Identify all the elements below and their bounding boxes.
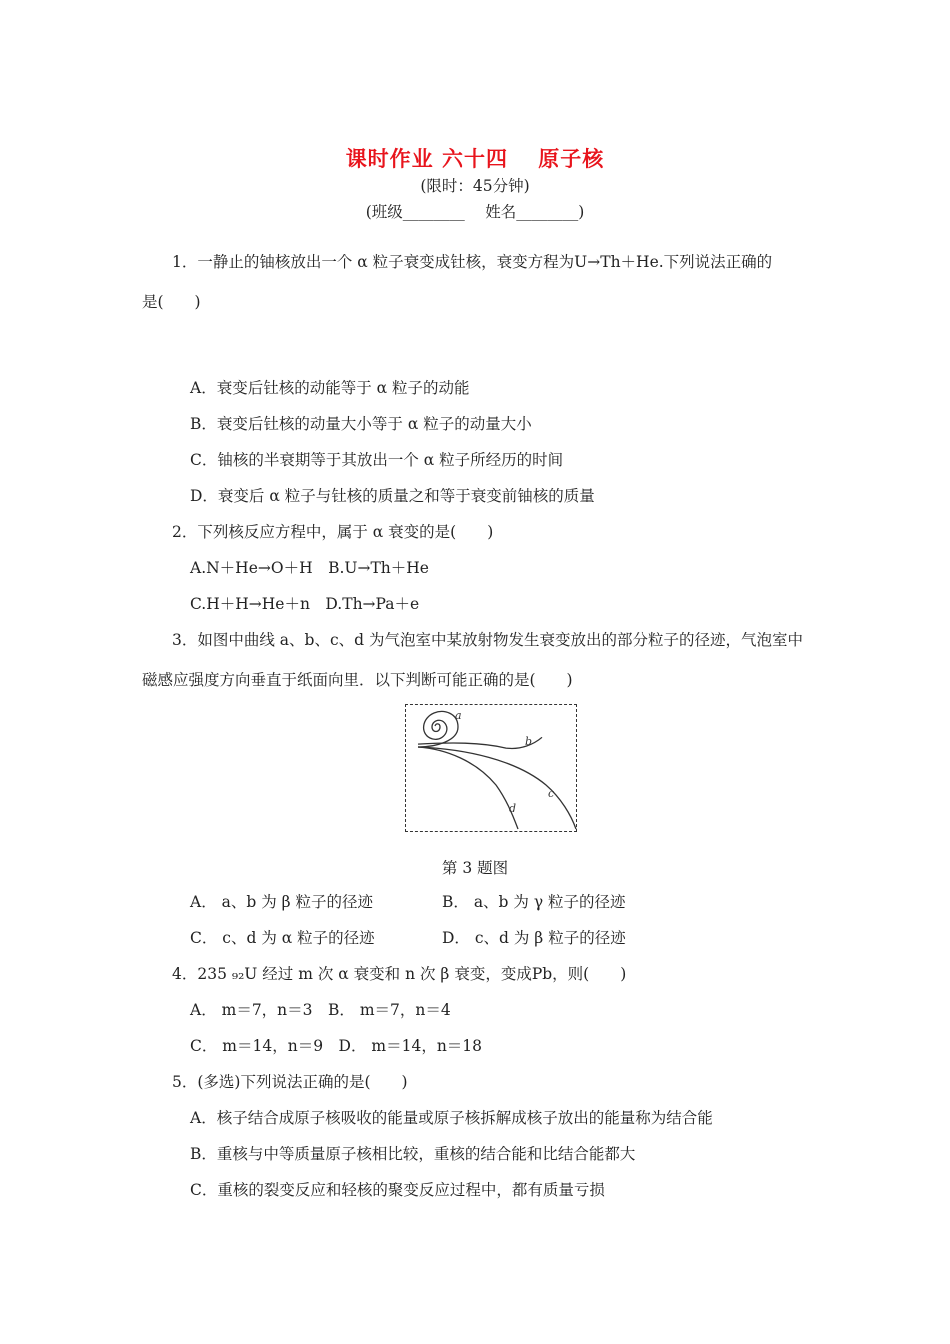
- q3-option-a: A． a、b 为 β 粒子的径迹: [190, 893, 374, 911]
- figure-caption: 第 3 题图: [441, 859, 509, 877]
- track-a: [418, 712, 458, 747]
- q3-option-d: D． c、d 为 β 粒子的径迹: [442, 929, 626, 947]
- q1-option-b: B．衰变后钍核的动量大小等于 α 粒子的动量大小: [190, 415, 532, 433]
- worksheet-title: 课时作业 六十四 原子核: [345, 147, 605, 171]
- time-limit: (限时：45分钟): [420, 177, 530, 195]
- q1-stem-line2: 是( ): [142, 293, 201, 311]
- q2-stem: 2．下列核反应方程中，属于 α 衰变的是( ): [172, 523, 494, 541]
- q3-option-c: C． c、d 为 α 粒子的径迹: [190, 929, 375, 947]
- q2-options-ab: A.N＋He→O＋H B.U→Th＋He: [190, 559, 429, 577]
- q5-option-b: B．重核与中等质量原子核相比较，重核的结合能和比结合能都大: [190, 1145, 636, 1163]
- class-name-line: (班级________ 姓名________): [365, 203, 585, 221]
- q5-option-c: C．重核的裂变反应和轻核的聚变反应过程中，都有质量亏损: [190, 1181, 605, 1199]
- q3-stem-line2: 磁感应强度方向垂直于纸面向里．以下判断可能正确的是( ): [142, 671, 573, 689]
- q1-option-c: C．铀核的半衰期等于其放出一个 α 粒子所经历的时间: [190, 451, 564, 469]
- q2-options-cd: C.H＋H→He＋n D.Th→Pa＋e: [190, 595, 420, 613]
- q3-option-b: B． a、b 为 γ 粒子的径迹: [442, 893, 626, 911]
- q5-stem: 5．(多选)下列说法正确的是( ): [172, 1073, 408, 1091]
- q4-options-ab: A． m＝7，n＝3 B． m＝7，n＝4: [190, 1001, 451, 1019]
- q4-options-cd: C． m＝14，n＝9 D． m＝14，n＝18: [190, 1037, 483, 1055]
- bubble-chamber-figure: [405, 704, 577, 832]
- q1-option-a: A．衰变后钍核的动能等于 α 粒子的动能: [190, 379, 470, 397]
- label-c: c: [548, 787, 555, 800]
- label-a: a: [455, 709, 462, 722]
- q1-option-d: D．衰变后 α 粒子与钍核的质量之和等于衰变前铀核的质量: [190, 487, 595, 505]
- label-d: d: [509, 802, 517, 815]
- label-b: b: [525, 735, 533, 748]
- track-d: [418, 747, 518, 829]
- q4-stem: 4．235 ₉₂U 经过 m 次 α 衰变和 n 次 β 衰变，变成Pb，则( ): [172, 965, 627, 983]
- q1-stem-line1: 1．一静止的铀核放出一个 α 粒子衰变成钍核，衰变方程为U→Th＋He.下列说法正确的: [172, 253, 773, 271]
- q3-stem-line1: 3．如图中曲线 a、b、c、d 为气泡室中某放射物发生衰变放出的部分粒子的径迹，气泡室中: [172, 631, 803, 649]
- q5-option-a: A．核子结合成原子核吸收的能量或原子核拆解成核子放出的能量称为结合能: [190, 1109, 713, 1127]
